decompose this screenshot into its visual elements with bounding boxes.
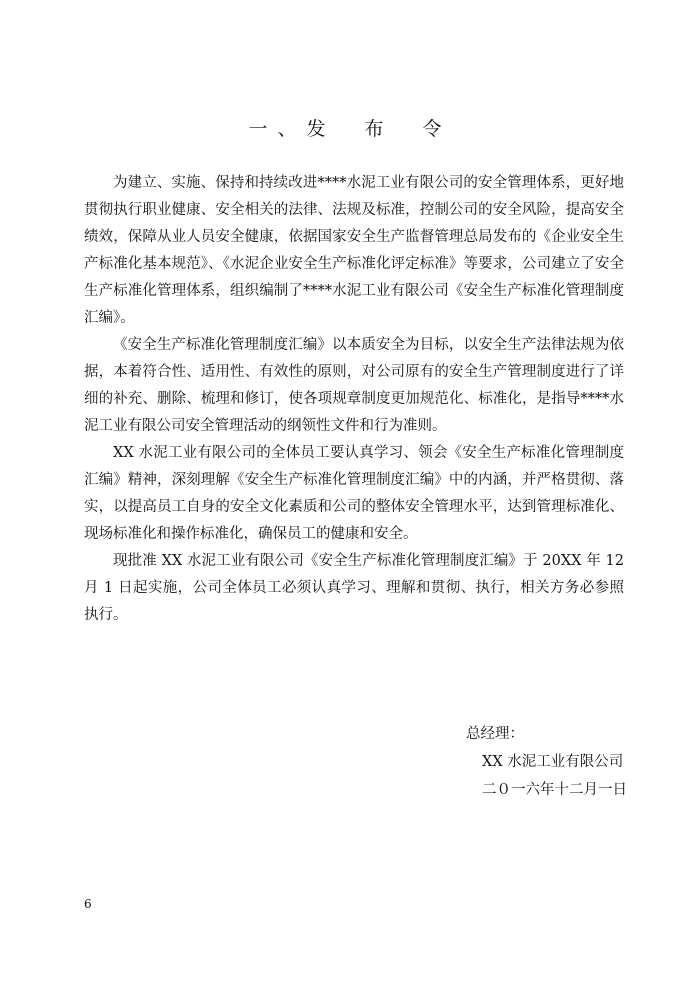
page-number: 6 — [84, 897, 92, 911]
document-title: 一、发 布 令 — [248, 118, 452, 140]
paragraph-3: XX 水泥工业有限公司的全体员工要认真学习、领会《安全生产标准化管理制度汇编》精神，深刻理解《安全生产标准化管理制度汇编》中的内涵，并严格贯彻、落实，以提高员工自身的安全文化素质和公司的整体安全管理水平，达到管理标准化、现场标准化和操作标准化，确保员工的健康和安全。 — [84, 445, 624, 542]
paragraph-2: 《安全生产标准化管理制度汇编》以本质安全为目标，以安全生产法律法规为依据，本着符合性、适用性、有效性的原则，对公司原有的安全生产管理制度进行了详细的补充、删除、梳理和修订，使各项规章制度更加规范化、标准化，是指导****水泥工业有限公司安全管理活动的纲领性文件和行为准则。 — [84, 337, 624, 434]
signature-company: XX 水泥工业有限公司 — [482, 754, 624, 770]
signature-block — [466, 720, 627, 804]
paragraph-4: 现批准 XX 水泥工业有限公司《安全生产标准化管理制度汇编》于 20XX 年 12 月 1 日起实施，公司全体员工必须认真学习、理解和贯彻、执行，相关方务必参照执行。 — [84, 553, 624, 623]
signature-title: 总经理： — [466, 726, 524, 742]
paragraph-1: 为建立、实施、保持和持续改进****水泥工业有限公司的安全管理体系，更好地贯彻执行职业健康、安全相关的法律、法规及标准，控制公司的安全风险，提高安全绩效，保障从业人员安全健康，依据国家安全生产监督管理总局发布的《企业安全生产标准化基本规范》、《水泥企业安全生产标准化评定标准》等要求，公司建立了安全生产标准化管理体系，组织编制了****水泥工业有限公司《安全生产标准化管理制度汇编》。 — [84, 175, 624, 326]
document-body — [84, 170, 624, 629]
signature-date: 二０一六年十二月一日 — [482, 782, 627, 798]
